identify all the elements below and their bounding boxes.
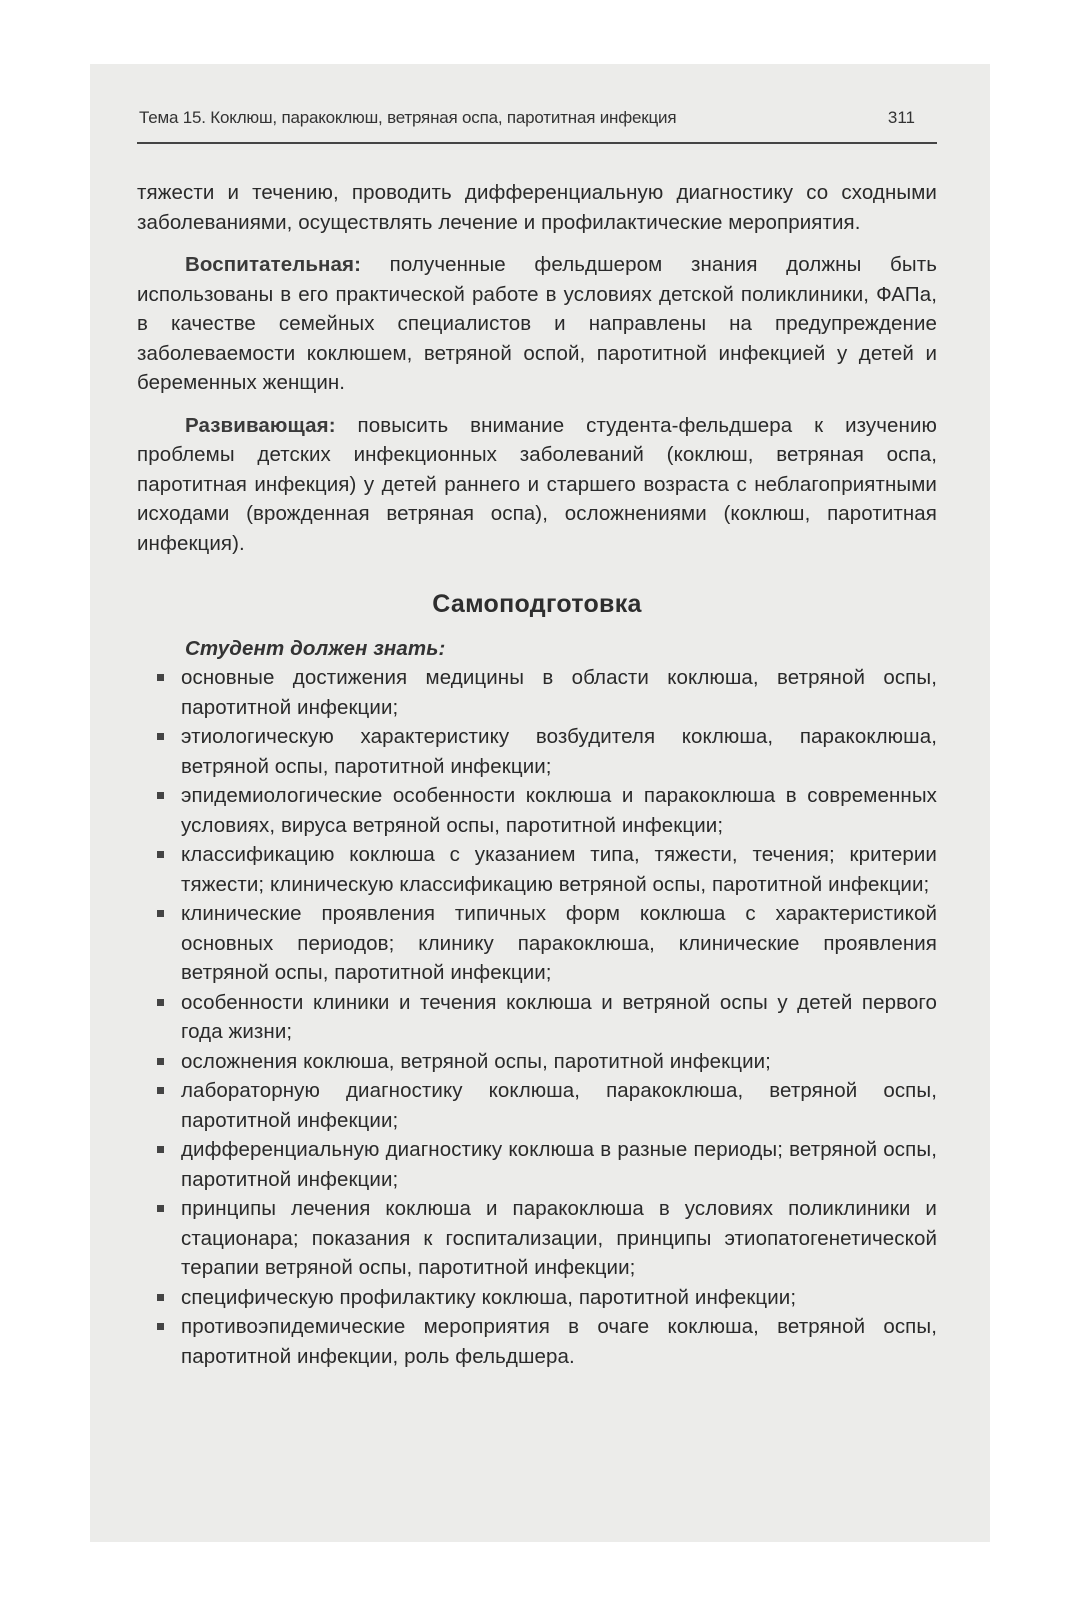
intro-paragraph: тяжести и течению, проводить дифференциальную диагностику со сходными заболеваниями, осуществлять лечение и профилактические мероприятия.	[137, 181, 937, 234]
list-item-text: основные достижения медицины в области коклюша, ветряной оспы, паротитной инфекции;	[181, 666, 937, 719]
bullet-icon	[157, 1146, 164, 1153]
list-item	[137, 1076, 937, 1135]
list-item-text: принципы лечения коклюша и паракоклюша в условиях поликлиники и стационара; показания к госпитализации, принципы этиопатогенетической терапии ветряной оспы, паротитной инфекции;	[181, 1197, 937, 1279]
section-title: Самоподготовка	[432, 590, 642, 618]
bullet-icon	[157, 792, 164, 799]
goal-text: повысить внимание студента-фельдшера к изучению проблемы детских инфекционных заболеваний (коклюш, ветряная оспа, паротитная инфекция) у детей раннего и старшего возраста с неблагоприятными исходами (врожденная ветряная оспа), осложнениями (коклюш, паротитная инфекция).	[137, 413, 937, 555]
list-item	[137, 1194, 937, 1283]
goal-paragraph-educational	[137, 250, 937, 398]
list-item	[137, 988, 937, 1047]
page-number: 311	[887, 108, 915, 127]
bullet-icon	[157, 733, 164, 740]
header-rule	[137, 142, 937, 144]
list-item	[137, 781, 937, 840]
knowledge-list	[137, 663, 937, 1371]
bullet-icon	[157, 1058, 164, 1065]
list-item-text: осложнения коклюша, ветряной оспы, паротитной инфекции;	[181, 1049, 771, 1073]
list-item	[137, 663, 937, 722]
running-header	[137, 108, 939, 134]
bullet-icon	[157, 674, 164, 681]
list-item	[137, 1312, 937, 1371]
list-item-text: противоэпидемические мероприятия в очаге коклюша, ветряной оспы, паротитной инфекции, роль фельдшера.	[181, 1315, 937, 1368]
bullet-icon	[157, 1294, 164, 1301]
bullet-icon	[157, 1323, 164, 1330]
list-item-text: особенности клиники и течения коклюша и ветряной оспы у детей первого года жизни;	[181, 990, 937, 1043]
list-item	[137, 899, 937, 988]
bullet-icon	[157, 851, 164, 858]
list-item-text: лабораторную диагностику коклюша, паракоклюша, ветряной оспы, паротитной инфекции;	[181, 1079, 937, 1132]
list-item	[137, 840, 937, 899]
list-item-text: специфическую профилактику коклюша, паротитной инфекции;	[181, 1285, 797, 1309]
bullet-icon	[157, 1205, 164, 1212]
list-item-text: дифференциальную диагностику коклюша в разные периоды; ветряной оспы, паротитной инфекции;	[181, 1138, 937, 1191]
list-item	[137, 1283, 937, 1313]
list-item-text: клинические проявления типичных форм коклюша с характеристикой основных периодов; клинику паракоклюша, клинические проявления ветряной оспы, паротитной инфекции;	[181, 902, 937, 984]
goal-label: Воспитательная:	[185, 253, 362, 276]
goal-paragraph-developmental	[137, 411, 937, 559]
list-item	[137, 1047, 937, 1077]
bullet-icon	[157, 910, 164, 917]
list-item-text: эпидемиологические особенности коклюша и паракоклюша в современных условиях, вируса ветряной оспы, паротитной инфекции;	[181, 784, 937, 837]
bullet-icon	[157, 999, 164, 1006]
list-item-text: этиологическую характеристику возбудителя коклюша, паракоклюша, ветряной оспы, паротитной инфекции;	[181, 725, 937, 778]
running-header-title: Тема 15. Коклюш, паракоклюш, ветряная оспа, паротитная инфекция	[139, 108, 677, 127]
list-item	[137, 722, 937, 781]
body-text	[137, 178, 937, 1371]
list-item	[137, 1135, 937, 1194]
goal-label: Развивающая:	[185, 413, 336, 437]
list-item-text: классификацию коклюша с указанием типа, тяжести, течения; критерии тяжести; клиническую классификацию ветряной оспы, паротитной инфекции;	[181, 843, 937, 896]
goal-text: полученные фельдшером знания должны быть использованы в его практической работе в условиях детской поликлиники, ФАПа, в качестве семейных специалистов и направлены на предупреждение заболеваемости коклюшем, ветряной оспой, паротитной инфекцией у детей и беременных женщин.	[137, 253, 937, 394]
bullet-icon	[157, 1087, 164, 1094]
list-subheading: Студент должен знать:	[185, 636, 446, 660]
